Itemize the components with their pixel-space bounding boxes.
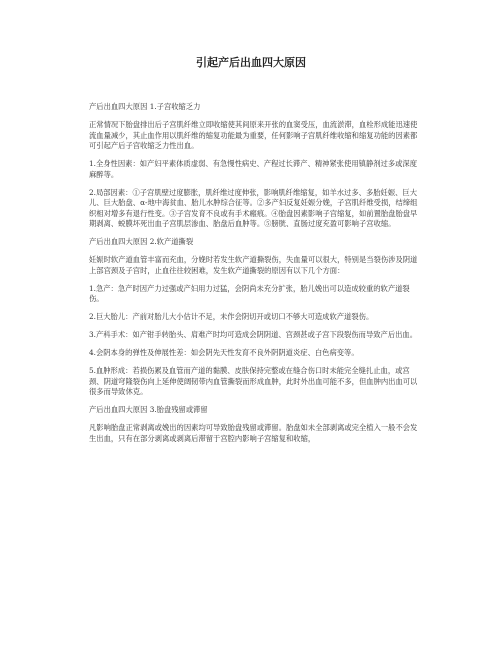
document-body (89, 102, 419, 452)
paragraph: 5.血肿形成：若损伤累及血管而产道的黏膜、皮肤保持完整或在缝合伤口时未能完全缝扎止血，或宫颈、阴道穹隆裂伤向上延伸使阔韧带内血管撕裂而形成血肿，此时外出血可能不多，但血肿内出血可以很多而导致休克。 (89, 366, 418, 396)
paragraph: 4.会阴本身的弹性及伸展性差：如会阴先天性发育不良外阴阴道炎症、白色病变等。 (89, 348, 359, 357)
paragraph: 妊娠时软产道血管丰富而充血，分娩时若发生软产道撕裂伤，失血量可以很大，特别是当裂伤涉及阴道上部宫颈及子宫时，止血往往较困难，发生软产道撕裂的原因有以下几个方面： (89, 255, 418, 275)
section-heading-3: 产后出血四大原因 3.胎盘残留或滞留 (89, 405, 208, 414)
document-title: 引起产后出血四大原因 (196, 56, 306, 69)
section-heading-1: 产后出血四大原因 1.子宫收缩乏力 (89, 102, 201, 111)
paragraph: 1.全身性因素：如产妇平素体质虚弱、有急慢性病史、产程过长滞产、精神紧张使用镇静剂过多或深度麻醉等。 (89, 159, 418, 179)
paragraph: 1.急产：急产时因产力过强或产妇用力过猛，会阴尚未充分扩张，胎儿娩出可以造成较重的软产道裂伤。 (89, 283, 410, 303)
section-heading-2: 产后出血四大原因 2.软产道撕裂 (89, 237, 194, 246)
paragraph: 凡影响胎盘正常剥离或娩出的因素均可导致胎盘残留或滞留。胎盘如未全部剥离或完全植入一般不会发生出血，只有在部分剥离或剥离后滞留于宫腔内影响子宫缩复和收缩， (89, 423, 418, 443)
paragraph: 2.巨大胎儿：产前对胎儿大小估计不足，未作会阴切开或切口不够大可造成软产道裂伤。 (89, 312, 374, 321)
paragraph: 2.局部因素：①子宫肌壁过度膨胀，肌纤维过度伸张，影响肌纤维缩复，如羊水过多、多胎妊娠、巨大儿、巨大胎盘、α-地中海贫血、胎儿水肿综合征等。②多产妇反复妊娠分娩，子宫肌纤维受损，结缔组织相对增多有退行性变。③子宫发育不良或有手术瘢痕。④胎盘因素影响子宫缩复，如前置胎盘胎盘早期剥离、蜕膜坏死出血子宫肌层渗血、胎盘后血肿等。⑤膀胱、直肠过度充盈可影响子宫收缩。 (89, 187, 418, 228)
paragraph: 正常情况下胎盘排出后子宫肌纤维立即收缩使其间原来开张的血窦受压，血流淤滞，血栓形成能迅速使流血量减少，其止血作用以肌纤维的缩复功能最为重要，任何影响子宫肌纤维收缩和缩复功能的因素都可引起产后子宫收缩乏力性出血。 (89, 120, 418, 150)
paragraph: 3.产科手术：如产钳手转胎头、肩难产时均可造成会阴阴道、宫颈甚或子宫下段裂伤而导致产后出血。 (89, 330, 418, 339)
